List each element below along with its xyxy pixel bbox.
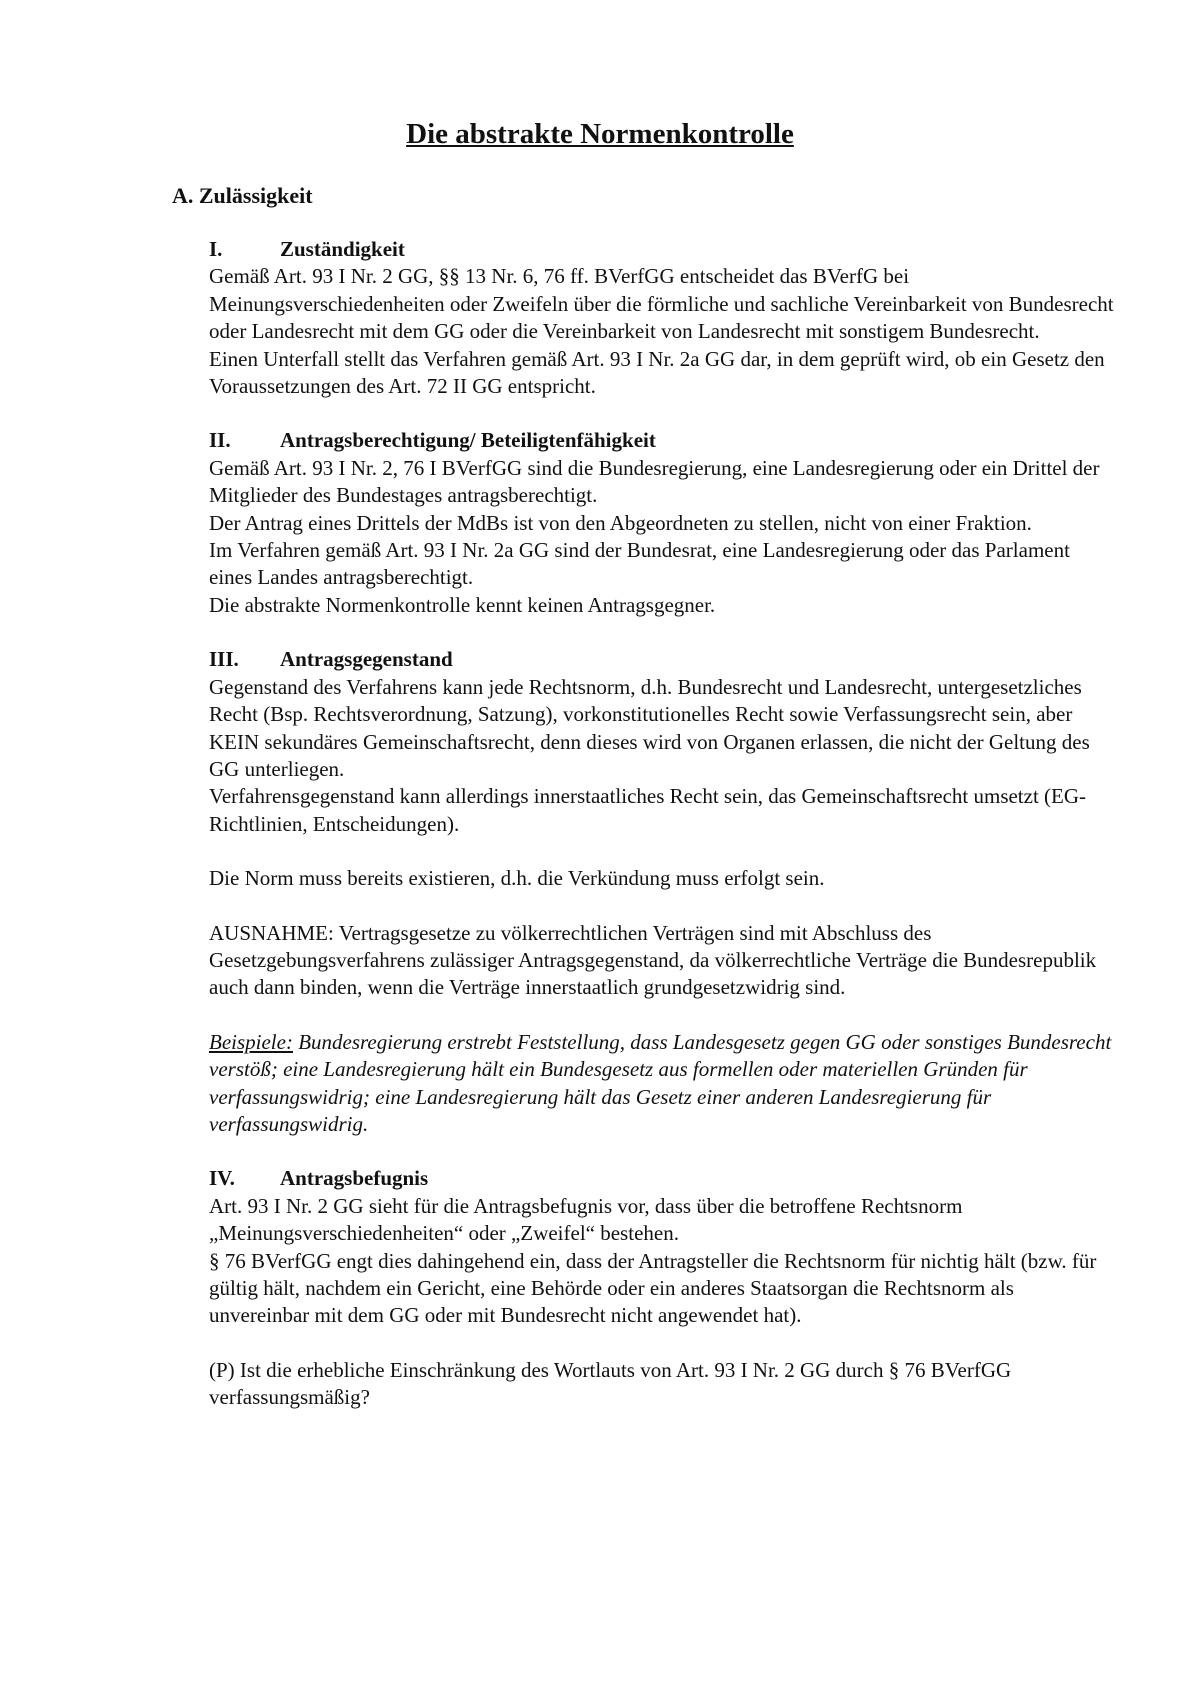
section-number: II. <box>209 428 231 453</box>
section-number: IV. <box>209 1166 235 1191</box>
section-zustaendigkeit <box>209 236 1114 400</box>
paragraph: Verfahrensgegenstand kann allerdings innerstaatliches Recht sein, das Gemeinschaftsrecht umsetzt (EG-Richtlinien, Entscheidungen). <box>209 784 1087 836</box>
paragraph: Die abstrakte Normenkontrolle kennt keinen Antragsgegner. <box>209 592 716 617</box>
section-antragsgegenstand <box>209 646 1114 1138</box>
paragraph: Gemäß Art. 93 I Nr. 2, 76 I BVerfGG sind die Bundesregierung, eine Landesregierung oder ein Drittel der Mitglieder des Bundestages antragsberechtigt. <box>209 455 1100 508</box>
section-heading <box>209 1165 1114 1192</box>
examples-paragraph <box>209 1029 1114 1139</box>
paragraph: Einen Unterfall stellt das Verfahren gemäß Art. 93 I Nr. 2a GG dar, in dem geprüft wird, ob ein Gesetz den Voraussetzungen des Art. 72 II GG entspricht. <box>209 346 1105 399</box>
section-heading <box>209 236 1114 263</box>
section-heading-text: Antragsbefugnis <box>280 1166 429 1191</box>
section-antragsberechtigung <box>209 427 1114 619</box>
section-antragsbefugnis <box>209 1165 1114 1411</box>
paragraph: Gemäß Art. 93 I Nr. 2 GG, §§ 13 Nr. 6, 76 ff. BVerfGG entscheidet das BVerfG bei Meinungsverschiedenheiten oder Zweifeln über die förmliche und sachliche Vereinbarkeit von Bundesrecht oder Landesrecht mit dem GG oder die Vereinbarkeit von Landesrecht mit sonstigem Bundesrecht. <box>209 264 1114 344</box>
section-heading <box>209 427 1114 454</box>
section-number: I. <box>209 237 223 261</box>
section-heading-text: Antragsgegenstand <box>280 647 453 672</box>
examples-label: Beispiele: <box>209 1029 293 1054</box>
section-heading-text: Zuständigkeit <box>280 237 405 261</box>
paragraph: Die Norm muss bereits existieren, d.h. die Verkündung muss erfolgt sein. <box>209 866 825 891</box>
problem-paragraph: (P) Ist die erhebliche Einschränkung des Wortlauts von Art. 93 I Nr. 2 GG durch § 76 BVerfGG verfassungsmäßig? <box>209 1357 1012 1410</box>
paragraph: Gegenstand des Verfahrens kann jede Rechtsnorm, d.h. Bundesrecht und Landesrecht, untergesetzliches Recht (Bsp. Rechtsverordnung, Satzung), vorkonstitutionelles Recht sowie Verfassungsrecht sein, aber KEIN sekundäres Gemeinschaftsrecht, denn dieses wird von Organen erlassen, die nicht der Geltung des GG unterliegen. <box>209 674 1090 781</box>
paragraph: § 76 BVerfGG engt dies dahingehend ein, dass der Antragsteller die Rechtsnorm für nichtig hält (bzw. für gültig hält, nachdem ein Gericht, eine Behörde oder ein anderes Staatsorgan die Rechtsnorm als unvereinbar mit dem GG oder mit Bundesrecht nicht angewendet hat). <box>209 1248 1097 1328</box>
paragraph: Der Antrag eines Drittels der MdBs ist von den Abgeordneten zu stellen, nicht von einer Fraktion. <box>209 510 1032 535</box>
paragraph: Art. 93 I Nr. 2 GG sieht für die Antragsbefugnis vor, dass über die betroffene Rechtsnorm „Meinungsverschiedenheiten“ oder „Zweifel“ bestehen. <box>209 1193 963 1246</box>
examples-text: Bundesregierung erstrebt Feststellung, dass Landesgesetz gegen GG oder sonstiges Bundesrecht verstöß; eine Landesregierung hält ein Bundesgesetz aus formellen oder materiellen Gründen für verfassungswidrig; eine Landesregierung hält das Gesetz einer anderen Landesregierung für verfassungswidrig. <box>209 1029 1112 1136</box>
section-heading <box>209 646 1114 673</box>
document-title: Die abstrakte Normenkontrolle <box>406 118 794 150</box>
section-heading-text: Antragsberechtigung/ Beteiligtenfähigkeit <box>280 428 656 453</box>
exception-paragraph: AUSNAHME: Vertragsgesetze zu völkerrechtlichen Verträgen sind mit Abschluss des Gesetzgebungsverfahrens zulässiger Antragsgegenstand, da völkerrechtliche Verträge die Bundesrepublik auch dann binden, wenn die Verträge innerstaatlich grundgesetzwidrig sind. <box>209 920 1097 1000</box>
part-a-heading: A. Zulässigkeit <box>172 183 313 208</box>
paragraph: Im Verfahren gemäß Art. 93 I Nr. 2a GG sind der Bundesrat, eine Landesregierung oder das Parlament eines Landes antragsberechtigt. <box>209 538 1070 590</box>
section-number: III. <box>209 647 239 672</box>
document-body <box>209 236 1114 1412</box>
